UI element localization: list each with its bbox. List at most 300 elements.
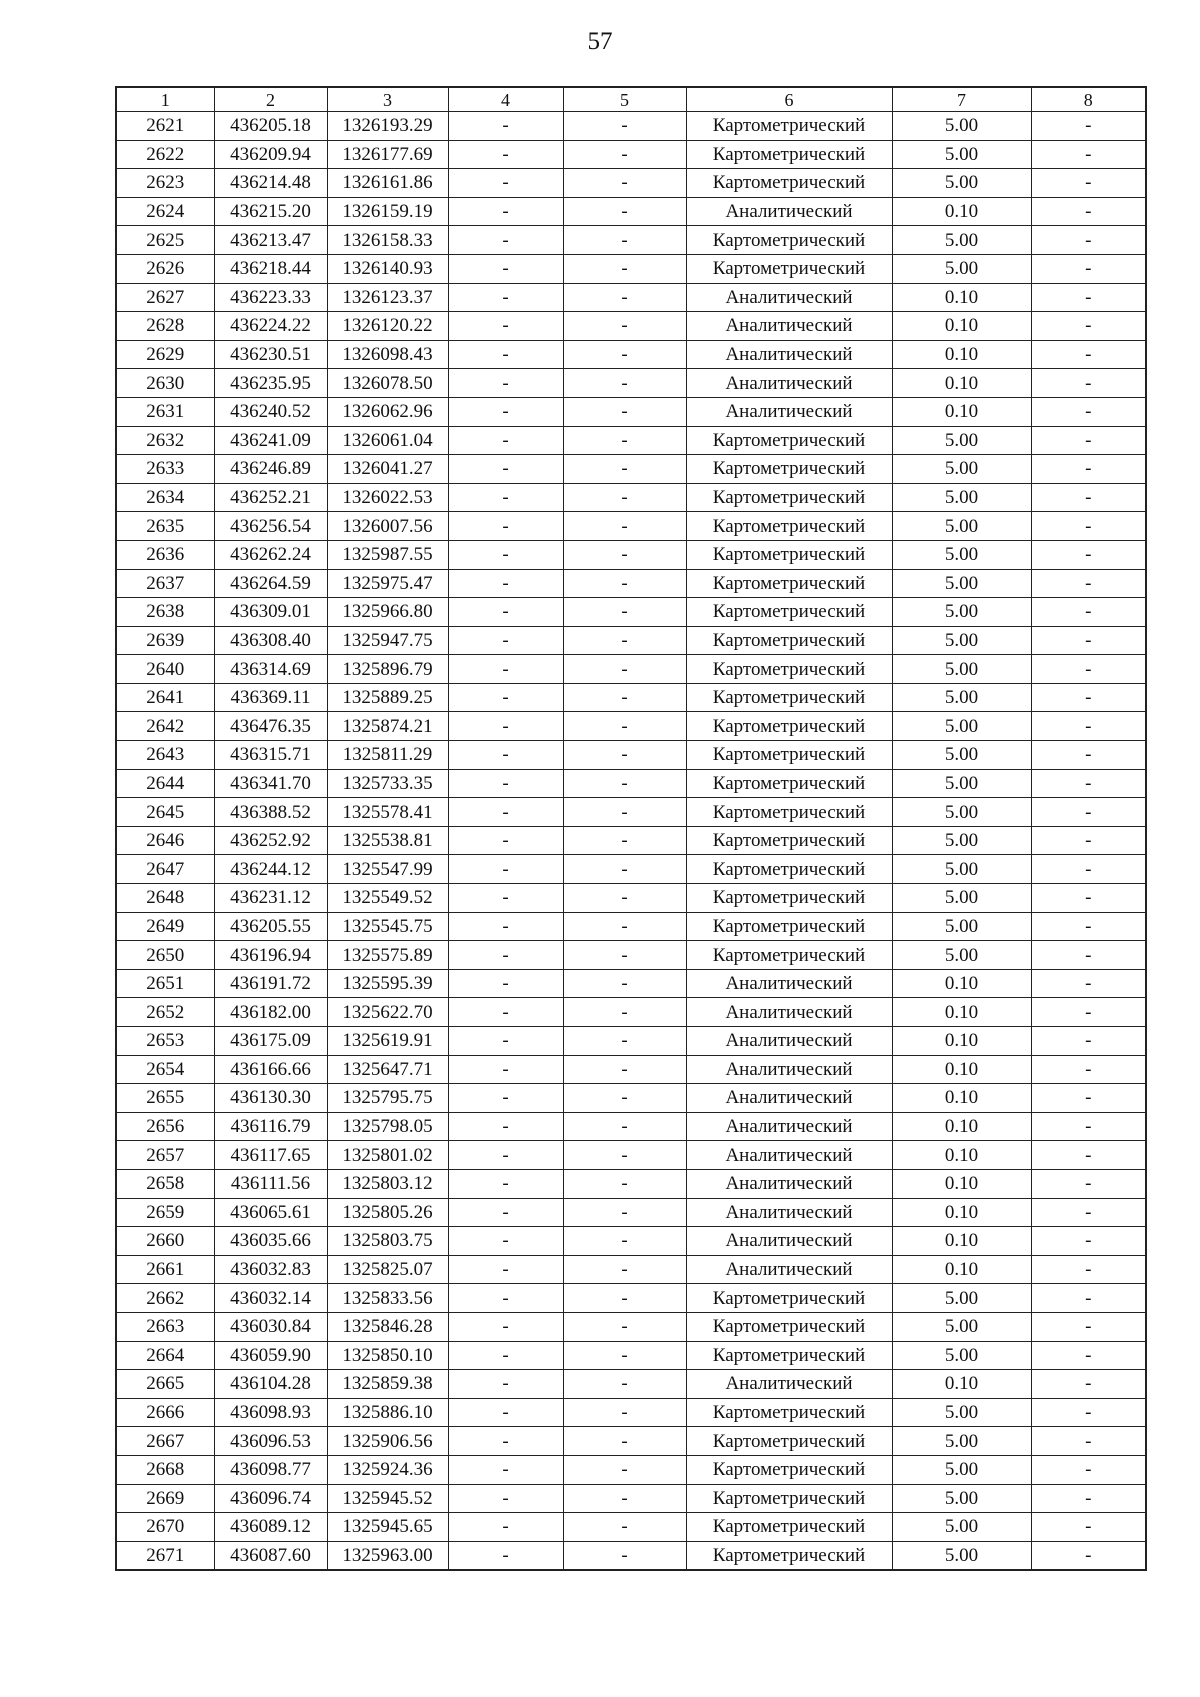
table-cell: 2623 <box>116 169 214 198</box>
table-cell: Картометрический <box>686 254 892 283</box>
table-cell: 2663 <box>116 1312 214 1341</box>
table-cell: Аналитический <box>686 1027 892 1056</box>
table-cell: - <box>1031 169 1146 198</box>
table-cell: 2669 <box>116 1484 214 1513</box>
table-cell: 5.00 <box>892 941 1031 970</box>
table-row <box>116 1513 1146 1542</box>
column-header: 5 <box>563 87 686 112</box>
table-row <box>116 941 1146 970</box>
table-cell: - <box>1031 998 1146 1027</box>
table-cell: 1325889.25 <box>327 683 448 712</box>
table-row <box>116 1169 1146 1198</box>
table-cell: - <box>563 1284 686 1313</box>
table-cell: - <box>1031 226 1146 255</box>
table-cell: Аналитический <box>686 312 892 341</box>
table-cell: 1325947.75 <box>327 626 448 655</box>
table-cell: 1325595.39 <box>327 969 448 998</box>
table-cell: - <box>448 769 563 798</box>
table-cell: - <box>448 369 563 398</box>
table-cell: - <box>563 1484 686 1513</box>
table-row <box>116 1084 1146 1113</box>
table-cell: 1326041.27 <box>327 455 448 484</box>
table-cell: Картометрический <box>686 1455 892 1484</box>
table-cell: 5.00 <box>892 1398 1031 1427</box>
table-cell: 436098.77 <box>214 1455 327 1484</box>
table-cell: 2645 <box>116 798 214 827</box>
table-cell: - <box>563 826 686 855</box>
table-cell: - <box>563 512 686 541</box>
table-cell: Картометрический <box>686 826 892 855</box>
table-cell: 2627 <box>116 283 214 312</box>
table-cell: - <box>1031 626 1146 655</box>
table-cell: - <box>563 369 686 398</box>
table-cell: - <box>1031 1341 1146 1370</box>
table-row <box>116 741 1146 770</box>
table-cell: 1325825.07 <box>327 1255 448 1284</box>
table-cell: - <box>1031 1312 1146 1341</box>
table-cell: - <box>1031 140 1146 169</box>
table-cell: 5.00 <box>892 426 1031 455</box>
table-cell: 0.10 <box>892 1370 1031 1399</box>
table-cell: 436209.94 <box>214 140 327 169</box>
table-cell: 2638 <box>116 598 214 627</box>
table-cell: Картометрический <box>686 569 892 598</box>
table-cell: Аналитический <box>686 369 892 398</box>
table-cell: 2664 <box>116 1341 214 1370</box>
table-cell: - <box>448 1284 563 1313</box>
table-cell: 436235.95 <box>214 369 327 398</box>
table-cell: 436130.30 <box>214 1084 327 1113</box>
table-cell: 2635 <box>116 512 214 541</box>
table-cell: 5.00 <box>892 1427 1031 1456</box>
table-cell: Картометрический <box>686 884 892 913</box>
table-cell: - <box>563 197 686 226</box>
table-cell: - <box>1031 1084 1146 1113</box>
table-row <box>116 1312 1146 1341</box>
table-cell: 0.10 <box>892 397 1031 426</box>
table-cell: 1325975.47 <box>327 569 448 598</box>
table-cell: Аналитический <box>686 1141 892 1170</box>
table-cell: - <box>1031 1227 1146 1256</box>
table-cell: 1325833.56 <box>327 1284 448 1313</box>
table-cell: 436252.92 <box>214 826 327 855</box>
table-cell: Картометрический <box>686 1398 892 1427</box>
table-cell: 0.10 <box>892 969 1031 998</box>
column-header: 1 <box>116 87 214 112</box>
table-cell: 0.10 <box>892 1255 1031 1284</box>
table-cell: 5.00 <box>892 626 1031 655</box>
table-cell: 436341.70 <box>214 769 327 798</box>
table-cell: 436213.47 <box>214 226 327 255</box>
table-cell: Аналитический <box>686 1227 892 1256</box>
table-cell: Картометрический <box>686 1541 892 1570</box>
table-cell: 2671 <box>116 1541 214 1570</box>
table-row <box>116 855 1146 884</box>
table-row <box>116 369 1146 398</box>
table-cell: 0.10 <box>892 197 1031 226</box>
table-cell: 5.00 <box>892 1513 1031 1542</box>
table-cell: 436104.28 <box>214 1370 327 1399</box>
table-cell: - <box>563 1141 686 1170</box>
table-cell: - <box>448 112 563 141</box>
table-cell: 2653 <box>116 1027 214 1056</box>
table-cell: - <box>448 1341 563 1370</box>
table-cell: 2644 <box>116 769 214 798</box>
table-cell: - <box>1031 712 1146 741</box>
table-cell: - <box>448 683 563 712</box>
table-cell: 436205.55 <box>214 912 327 941</box>
table-cell: 436241.09 <box>214 426 327 455</box>
table-cell: 2652 <box>116 998 214 1027</box>
table-cell: - <box>563 912 686 941</box>
table-cell: - <box>448 855 563 884</box>
table-cell: - <box>448 1513 563 1542</box>
table-cell: 2658 <box>116 1169 214 1198</box>
table-cell: 1325578.41 <box>327 798 448 827</box>
table-cell: Аналитический <box>686 1055 892 1084</box>
table-cell: 1325647.71 <box>327 1055 448 1084</box>
table-cell: 1325850.10 <box>327 1341 448 1370</box>
table-cell: - <box>1031 683 1146 712</box>
table-cell: - <box>1031 540 1146 569</box>
table-cell: - <box>563 1169 686 1198</box>
table-cell: 436032.83 <box>214 1255 327 1284</box>
table-cell: - <box>448 1112 563 1141</box>
table-cell: 2643 <box>116 741 214 770</box>
table-cell: Картометрический <box>686 655 892 684</box>
table-cell: 1326061.04 <box>327 426 448 455</box>
table-cell: - <box>448 1541 563 1570</box>
table-cell: - <box>1031 283 1146 312</box>
table-cell: - <box>563 941 686 970</box>
table-cell: 2641 <box>116 683 214 712</box>
table-cell: Картометрический <box>686 483 892 512</box>
table-cell: 0.10 <box>892 1169 1031 1198</box>
table-cell: - <box>1031 369 1146 398</box>
table-cell: Картометрический <box>686 112 892 141</box>
table-cell: 5.00 <box>892 169 1031 198</box>
table-cell: 436240.52 <box>214 397 327 426</box>
table-cell: 436246.89 <box>214 455 327 484</box>
table-cell: 1325859.38 <box>327 1370 448 1399</box>
table-cell: - <box>563 340 686 369</box>
table-row <box>116 884 1146 913</box>
table-cell: 5.00 <box>892 483 1031 512</box>
table-cell: - <box>1031 769 1146 798</box>
table-cell: 2659 <box>116 1198 214 1227</box>
table-cell: 5.00 <box>892 826 1031 855</box>
table-cell: 1325575.89 <box>327 941 448 970</box>
table-cell: - <box>1031 397 1146 426</box>
table-cell: - <box>448 512 563 541</box>
table-cell: - <box>1031 1141 1146 1170</box>
table-cell: Аналитический <box>686 1169 892 1198</box>
table-cell: 2650 <box>116 941 214 970</box>
table-cell: - <box>563 969 686 998</box>
table-cell: Аналитический <box>686 998 892 1027</box>
table-cell: 2639 <box>116 626 214 655</box>
table-cell: - <box>563 540 686 569</box>
table-header-row <box>116 87 1146 112</box>
table-cell: 2632 <box>116 426 214 455</box>
table-cell: Картометрический <box>686 1312 892 1341</box>
table-cell: - <box>1031 969 1146 998</box>
table-cell: 1325963.00 <box>327 1541 448 1570</box>
table-cell: - <box>448 969 563 998</box>
table-cell: - <box>448 1255 563 1284</box>
table-cell: - <box>448 655 563 684</box>
table-row <box>116 769 1146 798</box>
table-cell: 1326062.96 <box>327 397 448 426</box>
table-cell: 436117.65 <box>214 1141 327 1170</box>
table-row <box>116 1112 1146 1141</box>
table-cell: - <box>448 197 563 226</box>
table-cell: 1326123.37 <box>327 283 448 312</box>
table-cell: 1326098.43 <box>327 340 448 369</box>
table-cell: 5.00 <box>892 1484 1031 1513</box>
table-cell: 436032.14 <box>214 1284 327 1313</box>
table-cell: 436231.12 <box>214 884 327 913</box>
table-cell: 2670 <box>116 1513 214 1542</box>
table-cell: 2668 <box>116 1455 214 1484</box>
table-cell: 1326177.69 <box>327 140 448 169</box>
table-cell: - <box>1031 598 1146 627</box>
table-cell: 1326022.53 <box>327 483 448 512</box>
table-cell: Аналитический <box>686 1112 892 1141</box>
table-cell: - <box>563 397 686 426</box>
table-cell: 1326159.19 <box>327 197 448 226</box>
table-row <box>116 655 1146 684</box>
table-cell: - <box>1031 1513 1146 1542</box>
table-cell: 1325886.10 <box>327 1398 448 1427</box>
table-cell: 2649 <box>116 912 214 941</box>
table-cell: 436252.21 <box>214 483 327 512</box>
table-row <box>116 226 1146 255</box>
table-cell: 1325945.65 <box>327 1513 448 1542</box>
table-cell: - <box>563 483 686 512</box>
table-cell: 436369.11 <box>214 683 327 712</box>
table-cell: - <box>1031 1055 1146 1084</box>
table-cell: 436182.00 <box>214 998 327 1027</box>
table-cell: - <box>563 1027 686 1056</box>
table-cell: - <box>1031 741 1146 770</box>
table-cell: - <box>1031 1398 1146 1427</box>
table-cell: 436087.60 <box>214 1541 327 1570</box>
table-cell: - <box>1031 1027 1146 1056</box>
table-cell: 1325896.79 <box>327 655 448 684</box>
table-cell: 5.00 <box>892 741 1031 770</box>
table-cell: 2654 <box>116 1055 214 1084</box>
table-cell: 5.00 <box>892 112 1031 141</box>
table-cell: 0.10 <box>892 312 1031 341</box>
table-cell: 2642 <box>116 712 214 741</box>
table-cell: 2665 <box>116 1370 214 1399</box>
table-cell: 2637 <box>116 569 214 598</box>
table-cell: - <box>563 426 686 455</box>
table-cell: Картометрический <box>686 1484 892 1513</box>
table-cell: Картометрический <box>686 226 892 255</box>
table-row <box>116 569 1146 598</box>
table-cell: 436224.22 <box>214 312 327 341</box>
table-row <box>116 283 1146 312</box>
table-row <box>116 140 1146 169</box>
table-cell: - <box>448 540 563 569</box>
table-cell: 436030.84 <box>214 1312 327 1341</box>
table-cell: - <box>563 1255 686 1284</box>
table-cell: 1325906.56 <box>327 1427 448 1456</box>
table-cell: - <box>448 598 563 627</box>
table-cell: - <box>1031 941 1146 970</box>
table-cell: 0.10 <box>892 369 1031 398</box>
table-cell: 0.10 <box>892 283 1031 312</box>
table-cell: - <box>1031 655 1146 684</box>
table-cell: - <box>1031 254 1146 283</box>
table-cell: - <box>1031 1255 1146 1284</box>
table-cell: 0.10 <box>892 1141 1031 1170</box>
table-cell: Картометрический <box>686 169 892 198</box>
table-cell: Картометрический <box>686 683 892 712</box>
table-cell: - <box>563 1198 686 1227</box>
table-cell: 2667 <box>116 1427 214 1456</box>
table-cell: - <box>448 283 563 312</box>
table-cell: 2666 <box>116 1398 214 1427</box>
table-cell: - <box>1031 1284 1146 1313</box>
table-cell: 436315.71 <box>214 741 327 770</box>
table-cell: 1325803.75 <box>327 1227 448 1256</box>
table-cell: 1325801.02 <box>327 1141 448 1170</box>
table-cell: 5.00 <box>892 512 1031 541</box>
table-cell: 2657 <box>116 1141 214 1170</box>
table-cell: - <box>1031 855 1146 884</box>
table-body <box>116 112 1146 1571</box>
table-cell: 5.00 <box>892 1455 1031 1484</box>
table-cell: - <box>1031 112 1146 141</box>
column-header: 8 <box>1031 87 1146 112</box>
table-row <box>116 1398 1146 1427</box>
table-cell: 2626 <box>116 254 214 283</box>
table-cell: 5.00 <box>892 598 1031 627</box>
table-cell: 0.10 <box>892 1112 1031 1141</box>
table-cell: 2655 <box>116 1084 214 1113</box>
table-cell: - <box>448 741 563 770</box>
table-cell: - <box>448 1027 563 1056</box>
table-cell: - <box>448 712 563 741</box>
table-cell: - <box>563 855 686 884</box>
table-cell: - <box>1031 340 1146 369</box>
table-cell: - <box>563 683 686 712</box>
table-cell: 2656 <box>116 1112 214 1141</box>
table-cell: 1326120.22 <box>327 312 448 341</box>
table-cell: - <box>448 884 563 913</box>
table-cell: - <box>448 1198 563 1227</box>
table-cell: 2646 <box>116 826 214 855</box>
table-cell: 1326078.50 <box>327 369 448 398</box>
table-cell: 5.00 <box>892 683 1031 712</box>
table-cell: Картометрический <box>686 1341 892 1370</box>
table-cell: - <box>448 912 563 941</box>
table-cell: 5.00 <box>892 798 1031 827</box>
table-cell: 1325811.29 <box>327 741 448 770</box>
table-cell: - <box>448 569 563 598</box>
table-cell: 436116.79 <box>214 1112 327 1141</box>
table-cell: Картометрический <box>686 1427 892 1456</box>
table-cell: 2628 <box>116 312 214 341</box>
table-cell: - <box>448 626 563 655</box>
table-cell: - <box>563 1398 686 1427</box>
table-cell: 1325622.70 <box>327 998 448 1027</box>
table-cell: Картометрический <box>686 1284 892 1313</box>
table-cell: 1325945.52 <box>327 1484 448 1513</box>
table-cell: 436314.69 <box>214 655 327 684</box>
table-cell: - <box>1031 798 1146 827</box>
table-cell: 5.00 <box>892 1341 1031 1370</box>
table-cell: - <box>563 1370 686 1399</box>
table-cell: - <box>1031 1427 1146 1456</box>
table-row <box>116 1141 1146 1170</box>
table-row <box>116 1255 1146 1284</box>
table-cell: Картометрический <box>686 626 892 655</box>
table-cell: 5.00 <box>892 226 1031 255</box>
table-cell: - <box>448 941 563 970</box>
table-cell: - <box>563 741 686 770</box>
table-cell: Картометрический <box>686 140 892 169</box>
table-cell: - <box>563 1112 686 1141</box>
table-cell: Аналитический <box>686 397 892 426</box>
table-row <box>116 197 1146 226</box>
table-cell: 0.10 <box>892 1055 1031 1084</box>
table-cell: 1325924.36 <box>327 1455 448 1484</box>
table-cell: - <box>563 283 686 312</box>
table-cell: - <box>563 1227 686 1256</box>
table-cell: - <box>1031 826 1146 855</box>
table-cell: 436308.40 <box>214 626 327 655</box>
table-cell: 2647 <box>116 855 214 884</box>
table-cell: 436244.12 <box>214 855 327 884</box>
table-cell: - <box>563 1084 686 1113</box>
table-cell: - <box>1031 197 1146 226</box>
table-cell: - <box>1031 569 1146 598</box>
table-row <box>116 798 1146 827</box>
table-cell: - <box>448 140 563 169</box>
table-cell: 436098.93 <box>214 1398 327 1427</box>
table-cell: 0.10 <box>892 340 1031 369</box>
table-cell: 5.00 <box>892 455 1031 484</box>
table-cell: 436096.53 <box>214 1427 327 1456</box>
table-row <box>116 512 1146 541</box>
table-cell: 1325733.35 <box>327 769 448 798</box>
table-cell: - <box>1031 912 1146 941</box>
table-cell: 2636 <box>116 540 214 569</box>
table-row <box>116 1427 1146 1456</box>
table-row <box>116 1227 1146 1256</box>
table-cell: 436218.44 <box>214 254 327 283</box>
table-cell: - <box>1031 1370 1146 1399</box>
table-cell: - <box>448 312 563 341</box>
table-cell: - <box>448 1141 563 1170</box>
table-cell: Аналитический <box>686 969 892 998</box>
table-cell: 0.10 <box>892 998 1031 1027</box>
table-cell: - <box>563 140 686 169</box>
table-row <box>116 455 1146 484</box>
table-cell: - <box>448 1484 563 1513</box>
table-cell: 436035.66 <box>214 1227 327 1256</box>
table-cell: Картометрический <box>686 540 892 569</box>
table-cell: - <box>563 1341 686 1370</box>
table-cell: - <box>448 1055 563 1084</box>
table-cell: 436111.56 <box>214 1169 327 1198</box>
table-cell: - <box>563 455 686 484</box>
table-cell: 1325538.81 <box>327 826 448 855</box>
